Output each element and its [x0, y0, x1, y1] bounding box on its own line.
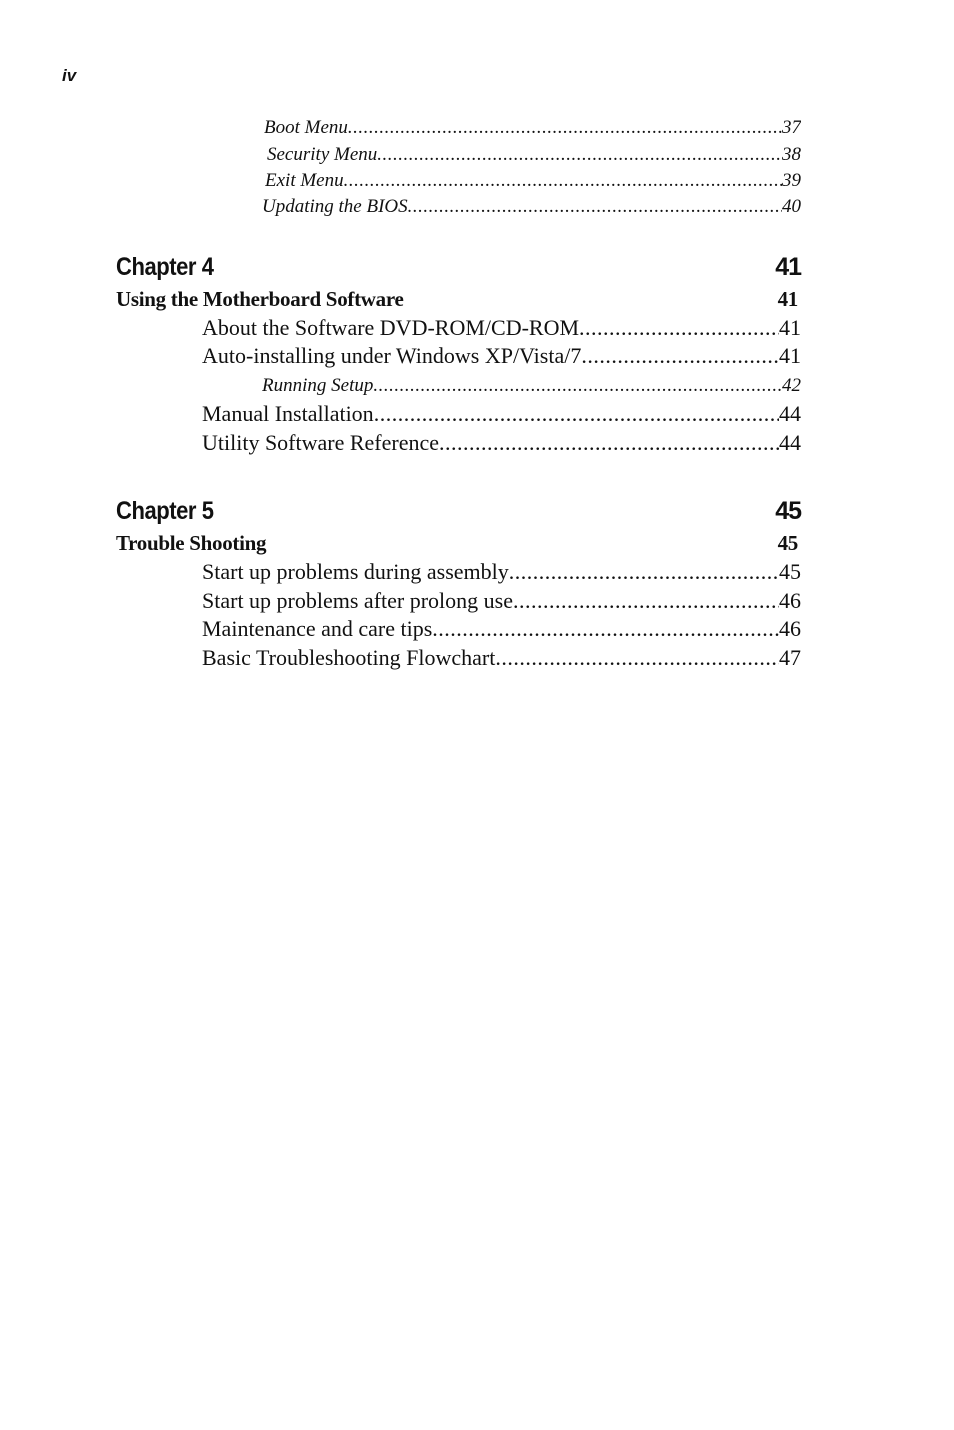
chapter-page: 41 — [775, 253, 801, 281]
chapter-5-heading[interactable] — [116, 497, 801, 526]
toc-entry-title: Exit Menu — [265, 170, 344, 191]
dot-leader — [408, 196, 782, 218]
toc-entry-flowchart[interactable] — [202, 645, 801, 673]
chapter-label: Chapter 5 — [116, 497, 214, 525]
toc-entry-boot-menu[interactable] — [264, 117, 801, 141]
section-heading-trouble-shooting[interactable] — [116, 531, 798, 556]
toc-entry-title: Start up problems during assembly — [202, 559, 509, 584]
toc-entry-title: Utility Software Reference — [202, 430, 440, 455]
toc-entry-page: 39 — [782, 170, 801, 191]
toc-entry-startup-prolong-use[interactable] — [202, 588, 801, 616]
dot-leader — [348, 117, 782, 139]
toc-entry-page: 46 — [779, 588, 801, 613]
toc-entry-page: 46 — [779, 616, 801, 641]
toc-entry-about-software[interactable] — [202, 315, 801, 343]
chapter-4-heading[interactable] — [116, 253, 801, 282]
toc-entry-title: Running Setup — [262, 375, 374, 396]
section-heading-motherboard-software[interactable] — [116, 287, 798, 312]
toc-entry-utility-software[interactable] — [202, 430, 801, 458]
toc-entry-exit-menu[interactable] — [265, 170, 801, 194]
dot-leader — [374, 401, 779, 427]
toc-entry-security-menu[interactable] — [267, 144, 801, 168]
toc-entry-page: 41 — [779, 315, 801, 340]
toc-entry-title: Manual Installation — [202, 401, 374, 426]
toc-entry-page: 38 — [782, 144, 801, 165]
toc-entry-startup-assembly[interactable] — [202, 559, 801, 587]
section-page: 41 — [777, 287, 798, 311]
chapter-page: 45 — [775, 497, 801, 525]
dot-leader — [513, 588, 779, 614]
toc-entry-page: 44 — [779, 430, 801, 455]
chapter-label: Chapter 4 — [116, 253, 214, 281]
toc-entry-title: Auto-installing under Windows XP/Vista/7 — [202, 343, 582, 368]
toc-entry-title: Basic Troubleshooting Flowchart — [202, 645, 496, 670]
dot-leader — [432, 616, 779, 642]
toc-entry-page: 47 — [779, 645, 801, 670]
dot-leader — [344, 170, 782, 192]
dot-leader — [509, 559, 779, 585]
toc-entry-auto-installing[interactable] — [202, 343, 801, 371]
dot-leader — [579, 315, 779, 341]
section-title: Using the Motherboard Software — [116, 287, 404, 311]
section-title: Trouble Shooting — [116, 531, 267, 555]
toc-entry-page: 42 — [782, 375, 801, 396]
toc-entry-running-setup[interactable] — [262, 375, 801, 399]
toc-entry-title: Boot Menu — [264, 117, 348, 138]
dot-leader — [439, 430, 779, 456]
toc-entry-page: 41 — [779, 343, 801, 368]
toc-entry-updating-bios[interactable] — [262, 196, 801, 220]
page-number: iv — [62, 66, 77, 85]
toc-entry-title: Start up problems after prolong use — [202, 588, 513, 613]
toc-entry-title: Maintenance and care tips — [202, 616, 433, 641]
toc-entry-page: 44 — [779, 401, 801, 426]
toc-entry-title: Security Menu — [267, 144, 378, 165]
dot-leader — [495, 645, 779, 671]
toc-entry-title: Updating the BIOS — [262, 196, 408, 217]
dot-leader — [373, 375, 782, 397]
toc-entry-page: 45 — [779, 559, 801, 584]
toc-entry-maintenance[interactable] — [202, 616, 801, 644]
dot-leader — [377, 144, 782, 166]
toc-entry-manual-installation[interactable] — [202, 401, 801, 429]
dot-leader — [581, 343, 779, 369]
toc-entry-title: About the Software DVD-ROM/CD-ROM — [202, 315, 580, 340]
section-page: 45 — [777, 531, 798, 555]
toc-entry-page: 40 — [782, 196, 801, 217]
toc-entry-page: 37 — [782, 117, 801, 138]
